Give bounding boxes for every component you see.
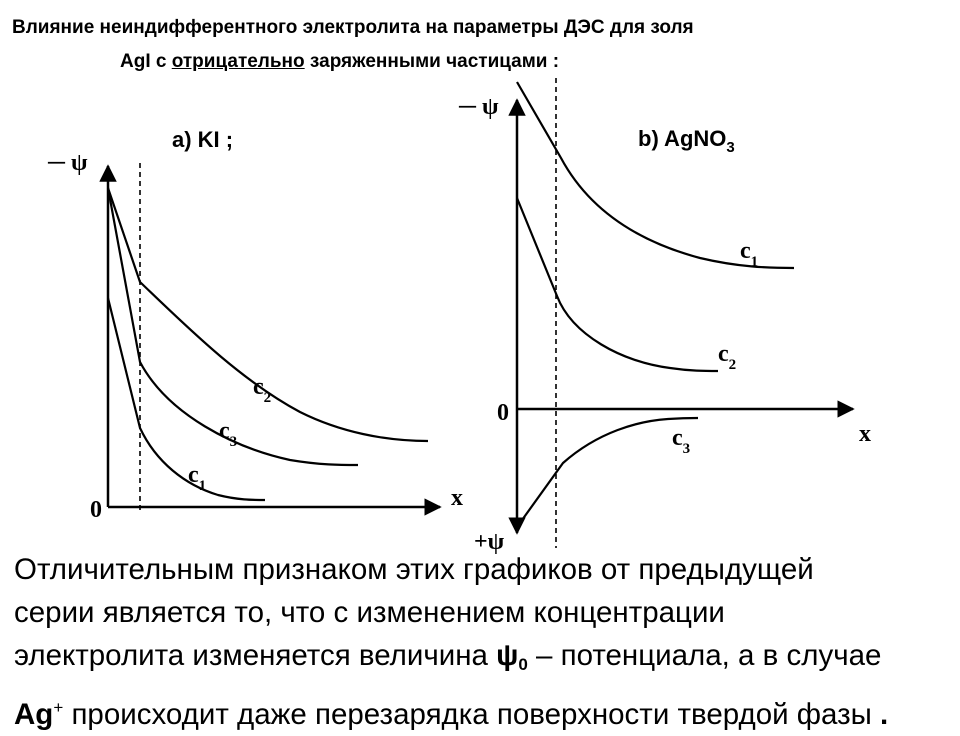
panel-b-curve-c1 [517, 82, 794, 268]
title-prefix: AgI с [120, 51, 172, 72]
panel-a-curve-label-c2: $c_2$ [253, 374, 272, 406]
caption-line-3-start: электролита изменяется величина [14, 639, 497, 672]
silver-ion-charge: + [53, 698, 64, 717]
caption-line-1: Отличительным признаком этих графиков от предыдущей [14, 553, 814, 586]
psi-symbol: ψ [496, 639, 519, 672]
panel-b-x-axis-label: x [859, 421, 871, 447]
caption-text [14, 548, 954, 736]
panel-b [458, 78, 871, 555]
panel-a-origin-label: 0 [90, 497, 102, 523]
caption-line-3-end: – потенциала, а в случае [527, 639, 882, 672]
panel-b-label: b) AgNO$_3$ [638, 126, 735, 156]
panel-a-curve-label-c1: $c_1$ [188, 462, 207, 494]
caption-line-3 [14, 634, 954, 686]
panel-a [47, 127, 463, 523]
silver-ion-symbol: Ag [14, 698, 54, 731]
panel-b-curve-c2 [517, 198, 718, 371]
caption-line-4-text: происходит даже перезарядка поверхности твердой фазы [63, 698, 881, 731]
panel-b-y-axis-bottom-label: +ψ [474, 529, 505, 555]
title-underlined-word: отрицательно [171, 51, 305, 72]
panel-b-origin-label: 0 [497, 400, 509, 426]
caption-final-period: . [880, 698, 889, 731]
panel-b-y-axis-top-label: ─ ψ [459, 94, 499, 120]
caption-line-2: серии является то, что с изменением концентрации [14, 596, 725, 629]
psi-subscript: 0 [518, 655, 528, 674]
panel-a-y-axis-label: ─ ψ [48, 150, 88, 176]
caption-line-4 [14, 686, 954, 736]
title-suffix: заряженными частицами : [304, 51, 560, 72]
panel-b-curve-label-c1: $c_1$ [740, 238, 759, 270]
panel-a-curve-c3 [108, 188, 358, 465]
panel-b-curve-c3 [517, 418, 698, 527]
panel-a-curve-label-c3: $c_3$ [219, 418, 238, 450]
panel-a-label: a) KI ; [172, 127, 234, 152]
panel-b-curve-label-c2: $c_2$ [718, 341, 737, 373]
panel-a-x-axis-label: x [451, 485, 463, 511]
panel-a-curve-c1 [108, 298, 265, 500]
panel-b-curve-label-c3: $c_3$ [672, 425, 691, 457]
title-line-1: Влияние неиндифферентного электролита на параметры ДЭС для золя [12, 17, 694, 38]
